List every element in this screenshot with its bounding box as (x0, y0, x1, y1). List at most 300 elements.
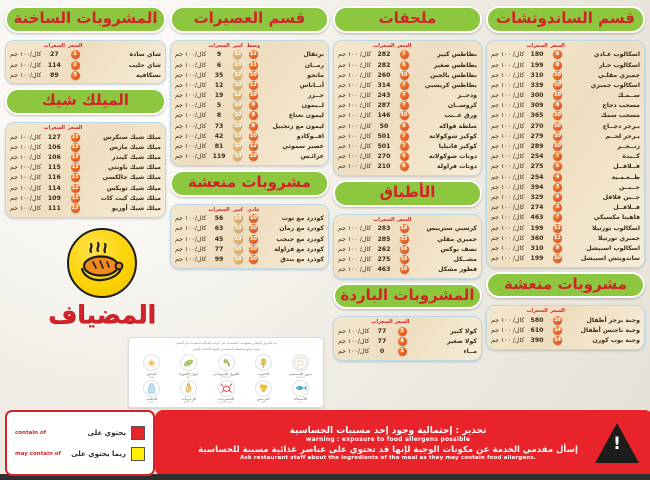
menu-item-row (174, 224, 325, 234)
section-panel-kids-meals (486, 305, 645, 350)
wheat-icon (255, 354, 272, 371)
menu-item-row (337, 121, 478, 131)
menu-item-row (490, 243, 641, 253)
item-unit: كال/ ١٠٠ جم (337, 153, 372, 161)
item-unit: كال/١٠٠ جم (337, 328, 370, 336)
header-blank (261, 207, 324, 214)
sandwiches-rows (490, 50, 641, 264)
item-name: عصير سموثي (282, 143, 324, 151)
allergen-label-en: Sesame (295, 375, 306, 379)
item-name: كودرد مع بندق (280, 255, 324, 263)
item-calories: 106 (47, 154, 61, 162)
item-name: ميلك شيك سنكرس (103, 133, 161, 141)
allergen-label-ar: الفول السوداني (212, 371, 240, 376)
item-price: 10 (554, 71, 562, 78)
menu-item-row (490, 91, 641, 101)
item-calories: 45 (214, 235, 224, 243)
menu-item-row (9, 203, 162, 213)
item-unit: كال/١٠٠ جم (10, 71, 42, 79)
warning-strip (155, 410, 650, 476)
item-price: 7 (396, 101, 413, 111)
item-calories: 283 (377, 225, 391, 233)
header-price: السعر (396, 216, 412, 223)
item-unit: كال/ ١٠٠ جم (491, 153, 525, 161)
item-unit: كال/ ١٠٠ جم (491, 51, 525, 59)
item-calories: 8 (216, 112, 222, 120)
menu-item-row (174, 60, 325, 70)
item-calories: 42 (214, 132, 224, 140)
item-price: 6 (396, 162, 413, 172)
menu-item-row (490, 233, 641, 243)
item-unit: كال/١٠٠ جم (174, 225, 207, 233)
menu-item-row (174, 254, 325, 264)
item-name: بطاطس صغير (433, 61, 478, 69)
item-unit: كال/ ١٠٠ جم (491, 61, 525, 69)
menu-item-row (337, 111, 478, 121)
refreshing-drinks-rows (174, 214, 325, 265)
warning-texts (181, 426, 595, 461)
hot-drinks-rows (9, 50, 162, 81)
item-calories: 63 (214, 225, 224, 233)
item-unit: كال/١٠٠ جم (10, 51, 42, 59)
item-name: دونات فراولة (437, 163, 478, 171)
item-unit: كال/ ١٠٠ جم (337, 255, 372, 263)
item-price: 3 (549, 182, 567, 192)
item-name: كودرد مع حبحب (276, 235, 324, 243)
item-calories: 270 (530, 122, 544, 130)
header-unit (9, 43, 43, 50)
menu-item-row (490, 101, 641, 111)
item-calories: 180 (530, 51, 544, 59)
item-price: 5 (396, 60, 413, 70)
item-calories: 6 (216, 61, 222, 69)
column-sides-dishes (333, 6, 482, 361)
section-title-hot-drinks: المشروبات الساخنة (5, 6, 166, 33)
item-name: وجبة برجر أطفال (586, 317, 640, 325)
allergen-card-wrapper (128, 327, 324, 408)
header-blank (412, 43, 478, 50)
item-price: 10 (234, 122, 242, 129)
item-calories: 329 (530, 193, 544, 201)
sandwiches-table (490, 43, 641, 264)
item-name: برتقال (303, 51, 324, 59)
item-price: 1 (394, 347, 411, 357)
menu-item-row (337, 50, 478, 60)
brand-logo (38, 222, 166, 329)
menu-item-row (174, 91, 325, 101)
menu-item-row (490, 326, 641, 336)
warning-line2-en: Ask restaurant staff about the ingredients of the meal as they may contain food allergens. (239, 454, 536, 461)
allergen-info-card (128, 337, 324, 408)
allergen-label-en: Molluscs (183, 401, 194, 404)
item-name: بـرجر لحــم (605, 132, 640, 140)
item-unit: كال/ ١٠٠ جم (491, 112, 525, 120)
item-name: اسكالوب اسبيشل (586, 244, 640, 252)
item-calories: 390 (530, 337, 544, 345)
item-price: 7 (396, 50, 413, 60)
menu-item-row (490, 131, 641, 141)
header-blank (84, 125, 162, 132)
item-name: كروســان (447, 102, 478, 110)
item-name: طــعـمـية (611, 173, 640, 181)
menu-item-row (337, 234, 478, 244)
warning-glyph: ! (613, 434, 621, 454)
item-calories: 109 (47, 194, 61, 202)
item-price: 13 (234, 255, 242, 262)
item-name: كوكيز شوكولاتة (429, 132, 478, 140)
item-unit: كال/ ١٠٠ جم (491, 255, 525, 263)
item-calories: 580 (530, 317, 544, 325)
menu-item-row (337, 326, 478, 336)
header-calories: السعرات (526, 308, 548, 315)
item-price: 13 (234, 132, 242, 139)
item-unit: كال/ ١٠٠ جم (337, 235, 372, 243)
menu-item-row (490, 141, 641, 151)
item-unit: كال/١٠٠ جم (174, 235, 207, 243)
item-name: ميلك شيك أوريو (111, 204, 161, 212)
menu-item-row (490, 50, 641, 60)
item-unit: كال/١٠٠ جم (174, 255, 207, 263)
item-name: ميلك شيك مارس (109, 143, 161, 151)
item-name: عرائـس (300, 153, 324, 161)
item-price: 8 (549, 50, 567, 60)
item-price-secondary: 9 (245, 121, 261, 131)
item-unit: كال/ ١٠٠ جم (337, 81, 372, 89)
menu-item-row (174, 152, 325, 162)
item-price-secondary: 11 (249, 51, 257, 58)
dishes-table (337, 217, 478, 275)
menu-item-row (9, 163, 162, 173)
header-unit (337, 43, 372, 50)
item-price-secondary: 9 (245, 111, 261, 121)
allergen-label-en: Gluten (259, 375, 268, 379)
table-header-row (174, 43, 325, 50)
header-price: السعر (550, 42, 565, 49)
item-price: 16 (400, 266, 408, 273)
item-price: 10 (234, 143, 242, 150)
item-unit: كال/ ١٠٠ جم (337, 266, 372, 274)
item-price: 13 (71, 174, 79, 181)
item-name: ميلك شيك كيندر (111, 154, 161, 162)
item-name: كــبدة (622, 153, 640, 161)
menu-item-row (174, 111, 325, 121)
item-price: 13 (71, 194, 79, 201)
sides-rows (337, 50, 478, 172)
item-name: ميلك شيك كيت كات (100, 194, 161, 202)
item-calories: 260 (377, 71, 391, 79)
item-unit: كال/١٠٠ جم (174, 153, 207, 161)
item-price-secondary: 10 (249, 255, 257, 262)
item-price-secondary: 10 (249, 92, 257, 99)
header-calories: السعرات (526, 42, 548, 49)
table-header-row (337, 319, 478, 326)
item-unit: كال/١٠٠ جم (10, 184, 42, 192)
item-calories: 501 (377, 132, 391, 140)
cold-drinks-table (337, 319, 478, 357)
item-price: 6 (396, 152, 413, 162)
item-price: 10 (554, 81, 562, 88)
item-calories: 199 (530, 224, 544, 232)
header-price-large: كبير (233, 206, 244, 213)
menu-item-row (337, 347, 478, 357)
peanut-icon (218, 354, 235, 371)
item-calories: 310 (530, 71, 544, 79)
allergen-cell (207, 380, 244, 405)
item-unit: كال/١٠٠ جم (174, 81, 207, 89)
item-calories: 275 (530, 163, 544, 171)
item-name: رمــان (304, 61, 324, 69)
item-unit: كال/ ١٠٠ جم (491, 122, 525, 130)
item-name: كودرد مع فراولة (274, 245, 324, 253)
item-unit: كال/ ١٠٠ جم (491, 244, 525, 252)
sesame-icon (292, 354, 309, 371)
item-calories: 314 (377, 81, 391, 89)
item-unit: كال/١٠٠ جم (174, 215, 207, 223)
allergen-label-ar: بذور السمسم (289, 371, 312, 376)
menu-item-row (490, 111, 641, 121)
item-unit: كال/ ١٠٠ جم (491, 102, 525, 110)
fish-icon (292, 380, 309, 397)
item-unit: كال/١٠٠ جم (10, 204, 42, 212)
item-price-secondary: 10 (249, 132, 257, 139)
item-price: 8 (549, 101, 567, 111)
milkshake-rows (9, 132, 162, 214)
item-calories: 73 (214, 122, 224, 130)
allergen-label-ar: فول الصويا (179, 371, 199, 376)
section-panel-sides (333, 40, 482, 176)
item-unit: كال/ ١٠٠ جم (491, 92, 525, 100)
bottom-warning-bar (5, 410, 645, 476)
header-unit (174, 207, 207, 214)
item-unit: كال/١٠٠ جم (10, 164, 42, 172)
item-unit: كال/١٠٠ جم (10, 154, 42, 162)
item-name: كرسبي ستريبس (426, 225, 478, 233)
allergen-cell (133, 354, 170, 379)
header-price: السعر (67, 125, 83, 132)
menu-item-row (337, 91, 478, 101)
menu-item-row (490, 80, 641, 90)
item-calories: 300 (530, 92, 544, 100)
item-name: نسكافيه (136, 71, 161, 79)
item-price: 13 (234, 225, 242, 232)
menu-item-row (174, 131, 325, 141)
item-name: اسكالوب حـار (598, 61, 640, 69)
legend-may-contain-en: may contain of (15, 450, 61, 457)
item-unit: كال/ ١٠٠ جم (337, 71, 372, 79)
item-unit: كال/ ١٠٠ جم (491, 214, 525, 222)
item-unit: كال/١٠٠ جم (174, 132, 207, 140)
section-title-cold-drinks: المشروبات الباردة (333, 283, 482, 310)
item-price: 13 (234, 61, 242, 68)
item-name: افــوكادو (296, 132, 324, 140)
item-calories: 56 (214, 215, 224, 223)
item-price: 13 (234, 235, 242, 242)
item-calories: 262 (377, 245, 391, 253)
item-name: ليمون نعناع (288, 112, 324, 120)
header-calories: السعرات (208, 42, 230, 49)
warning-line2-ar: إسأل مقدمي الخدمة عن مكونات الوجبة لإنها قد تحتوي على عناصر غذائية مسببة للحساسية (198, 444, 578, 455)
item-unit: كال/ ١٠٠ جم (491, 337, 525, 345)
cold-drinks-rows (337, 326, 478, 357)
menu-item-row (174, 50, 325, 60)
item-unit: كال/ ١٠٠ جم (491, 143, 525, 151)
hot-drinks-table (9, 43, 162, 81)
menu-item-row (174, 80, 325, 90)
header-calories: السعرات (208, 206, 230, 213)
item-price: 10 (554, 122, 562, 129)
item-calories: 309 (530, 102, 544, 110)
header-unit (337, 217, 372, 224)
menu-item-row (490, 315, 641, 325)
item-name: نصف بوكس (440, 245, 478, 253)
item-name: شاي سادة (129, 51, 161, 59)
item-price: 11 (554, 224, 562, 231)
item-price: 10 (234, 112, 242, 119)
legend-row-may-contain (15, 447, 145, 461)
item-price: 7 (396, 131, 413, 141)
bread-loaf-icon (74, 241, 130, 285)
item-calories: 9 (216, 51, 222, 59)
item-unit: كال/ ١٠٠ جم (491, 224, 525, 232)
item-calories: 243 (377, 92, 391, 100)
item-calories: 89 (50, 71, 59, 79)
item-calories: 77 (377, 338, 387, 346)
item-unit: كال/ ١٠٠ جم (337, 245, 372, 253)
item-price: 7 (396, 141, 413, 151)
allergen-cell (207, 354, 244, 379)
header-calories: السعرات (373, 216, 395, 223)
item-price: 10 (554, 143, 562, 150)
item-unit: كال/ ١٠٠ جم (337, 112, 372, 120)
item-name: فطور مشكل (438, 266, 478, 274)
item-unit: كال/١٠٠ جم (174, 102, 207, 110)
item-calories: 199 (530, 255, 544, 263)
item-calories: 289 (530, 143, 544, 151)
menu-item-row (490, 223, 641, 233)
item-name: ودجــز (457, 92, 478, 100)
allergen-label-en: Soy (186, 375, 191, 379)
item-calories: 310 (530, 244, 544, 252)
item-price: 13 (234, 215, 242, 222)
item-name: بطاطس كبير (437, 51, 478, 59)
section-panel-milkshake (5, 122, 166, 218)
item-price: 12 (234, 51, 242, 58)
section-panel-refreshing-drinks (170, 204, 329, 269)
dishes-rows (337, 224, 478, 275)
header-calories: السعرات (371, 319, 393, 326)
item-price: 3 (549, 203, 567, 213)
item-name: ميلك شيك باونتي (108, 164, 161, 172)
item-unit: كال/ ١٠٠ جم (491, 193, 525, 201)
item-price: 16 (400, 255, 408, 262)
menu-item-row (337, 152, 478, 162)
table-header-row (337, 43, 478, 50)
menu-item-row (337, 141, 478, 151)
header-unit (9, 125, 43, 132)
menu-item-row (490, 162, 641, 172)
item-calories: 210 (377, 163, 391, 171)
item-unit: كال/١٠٠ جم (174, 51, 207, 59)
allergen-cell (282, 354, 319, 379)
allergen-note-line1: يتم الجدول الوقائي بمعلومات المعتمدة على الوجبة الغذائية المقدمة لدى العميل (175, 340, 277, 345)
columns-container (5, 6, 645, 480)
menu-item-row (9, 142, 162, 152)
allergen-cell (133, 380, 170, 405)
menu-item-row (174, 244, 325, 254)
item-calories: 394 (530, 183, 544, 191)
item-price: 7 (549, 213, 567, 223)
item-name: ليمون مع زنجبيل (272, 122, 324, 130)
menu-item-row (9, 50, 162, 60)
allergen-label-ar: القشريات (217, 397, 235, 401)
menu-item-row (490, 152, 641, 162)
menu-item-row (9, 60, 162, 70)
item-name: أنــاناس (299, 81, 324, 89)
item-price-secondary: 11 (249, 61, 257, 68)
item-name: زنــجــر (617, 143, 640, 151)
allergen-label-en: Eggs (148, 375, 155, 379)
item-price: 5 (394, 326, 411, 336)
item-price: 16 (554, 317, 562, 324)
menu-item-row (174, 214, 325, 224)
item-price: 7 (396, 91, 413, 101)
item-unit: كال/ ١٠٠ جم (491, 204, 525, 212)
item-price-secondary: 10 (249, 235, 257, 242)
item-price: 13 (71, 143, 79, 150)
item-price: 4 (549, 172, 567, 182)
menu-item-row (490, 70, 641, 80)
allergen-label-en: Milk (149, 401, 154, 404)
allergen-label-ar: الأسماك (293, 397, 308, 401)
item-calories: 81 (214, 143, 224, 151)
item-unit: كال/١٠٠ جم (10, 133, 42, 141)
item-unit: كال/١٠٠ جم (10, 143, 42, 151)
menu-item-row (490, 254, 641, 264)
warning-line1-ar: تحذير : إحتمالية وجود إحد مسببات الحساسية (289, 425, 487, 436)
item-calories: 463 (530, 214, 544, 222)
item-price-secondary: 10 (249, 153, 257, 160)
header-price: السعر (394, 319, 410, 326)
menu-item-row (174, 141, 325, 151)
item-price: 10 (234, 102, 242, 109)
crab-icon (218, 380, 235, 397)
item-name: جــبــن (618, 183, 640, 191)
kids-meals-table (490, 308, 641, 346)
item-name: فــلافــل (613, 163, 640, 171)
menu-item-row (490, 192, 641, 202)
allergen-cell (245, 380, 282, 405)
item-calories: 463 (377, 266, 391, 274)
item-calories: 270 (377, 153, 391, 161)
column-hot-drinks (5, 6, 166, 329)
item-name: كودرد مع رمان (279, 225, 324, 233)
item-calories: 610 (530, 327, 544, 335)
item-name: جمبري مقلي (437, 235, 478, 243)
item-calories: 35 (214, 71, 224, 79)
item-price-secondary: 10 (249, 215, 257, 222)
header-unit (174, 43, 207, 50)
item-name: ساندويتش اسبيشل (581, 255, 640, 263)
item-price: 14 (554, 327, 562, 334)
item-price: 12 (234, 92, 242, 99)
table-header-row (337, 217, 478, 224)
item-price: 10 (554, 255, 562, 262)
item-price: 11 (554, 234, 562, 241)
table-header-row (9, 43, 162, 50)
allergen-cell (245, 354, 282, 379)
item-name: كولا صغير (446, 338, 478, 346)
item-name: جمبري مقلـي (598, 71, 640, 79)
